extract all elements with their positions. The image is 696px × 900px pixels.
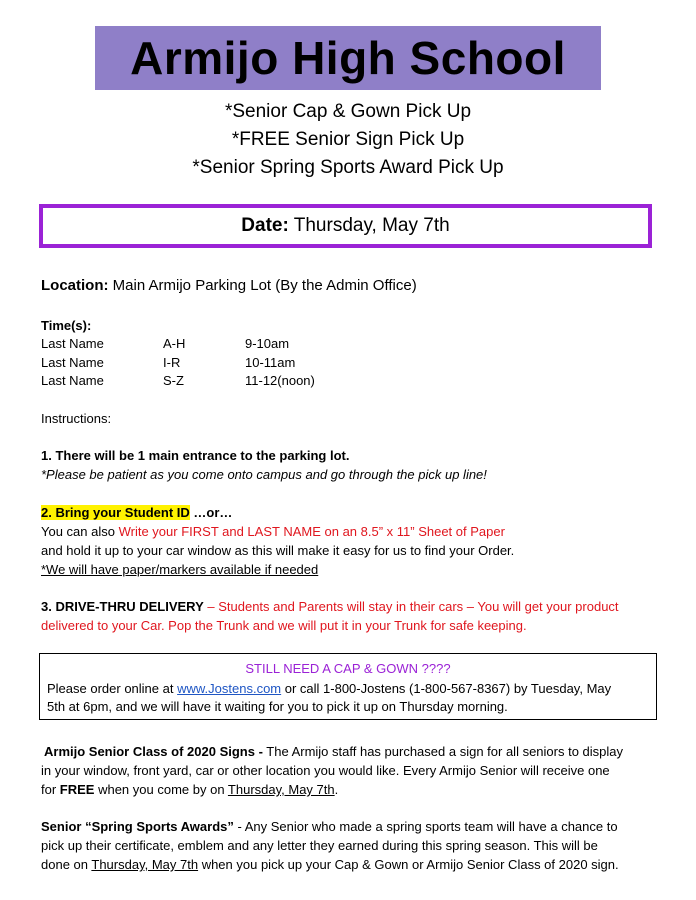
time-row-time: 11-12(noon) <box>245 373 315 388</box>
order-box-heading: STILL NEED A CAP & GOWN ???? <box>245 661 451 676</box>
order-box-line1-b: or call 1-800-Jostens (1-800-567-8367) by Tuesday, May <box>281 681 612 696</box>
instruction-3-line1-text: – Students and Parents will stay in their cars – You will get your product <box>203 599 619 614</box>
times-heading: Time(s): <box>41 318 92 333</box>
subtitle-sports-award: *Senior Spring Sports Award Pick Up <box>192 157 504 178</box>
instructions-heading: Instructions: <box>41 411 112 426</box>
signs-line3-b: when you come by on <box>94 782 228 797</box>
date-value: Thursday, May 7th <box>293 215 450 236</box>
location-label: Location: <box>41 277 109 294</box>
awards-title: Senior “Spring Sports Awards” <box>41 819 234 834</box>
date-label: Date: <box>241 215 289 236</box>
awards-line1 <box>41 818 618 835</box>
signs-line3 <box>41 781 338 798</box>
signs-free: FREE <box>59 782 95 797</box>
instruction-3-line2: delivered to your Car. Pop the Trunk and we will put it in your Trunk for safe keeping. <box>41 618 527 633</box>
instruction-2-line1-a: You can also <box>41 524 119 539</box>
order-box-line2: 5th at 6pm, and we will have it waiting for you to pick it up on Thursday morning. <box>47 699 508 714</box>
instruction-2-line3: *We will have paper/markers available if needed <box>41 562 319 577</box>
awards-line3-b: when you pick up your Cap & Gown or Armijo Senior Class of 2020 sign. <box>198 857 619 872</box>
signs-line2: in your window, front yard, car or other location you would like. Every Armijo Senior will receive one <box>41 763 610 778</box>
signs-line1 <box>44 743 623 760</box>
awards-line2: pick up their certificate, emblem and any letter they earned during this spring season. This will be <box>41 838 598 853</box>
jostens-link[interactable]: www.Jostens.com <box>177 681 282 696</box>
date-box <box>39 204 652 248</box>
awards-date: Thursday, May 7th <box>91 857 199 872</box>
awards-line1-text: - Any Senior who made a spring sports team will have a chance to <box>233 819 618 834</box>
instruction-2-title: 2. Bring your Student ID <box>41 505 190 520</box>
signs-line1-text: The Armijo staff has purchased a sign for all seniors to display <box>262 744 624 759</box>
signs-line3-c: . <box>334 782 339 797</box>
awards-line3-a: done on <box>41 857 92 872</box>
time-row-label: Last Name <box>41 373 104 388</box>
signs-title: Armijo Senior Class of 2020 Signs - <box>44 744 263 759</box>
awards-line3 <box>41 856 619 873</box>
time-row-label: Last Name <box>41 355 104 370</box>
signs-line3-a: for <box>41 782 60 797</box>
page-title: Armijo High School <box>130 32 566 84</box>
instruction-2-line2: and hold it up to your car window as this will make it easy for us to find your Order. <box>41 543 515 558</box>
instruction-3-title: 3. DRIVE-THRU DELIVERY <box>41 599 204 614</box>
time-row-range: S-Z <box>163 373 184 388</box>
subtitle-cap-gown: *Senior Cap & Gown Pick Up <box>224 101 472 122</box>
time-row-range: A-H <box>163 336 186 351</box>
instruction-2-line1-b: Write your FIRST and LAST NAME on an 8.5” x 11” Sheet of Paper <box>118 524 505 539</box>
instruction-1-title: 1. There will be 1 main entrance to the parking lot. <box>41 448 350 463</box>
instruction-2-line1 <box>41 523 505 540</box>
signs-date: Thursday, May 7th <box>227 782 335 797</box>
time-row-time: 9-10am <box>245 336 290 351</box>
order-box-line1-a: Please order online at <box>47 681 178 696</box>
instruction-2-or: …or… <box>189 505 233 520</box>
order-box-line1 <box>47 680 611 697</box>
time-row-range: I-R <box>163 355 181 370</box>
time-row-time: 10-11am <box>245 355 296 370</box>
instruction-3-line1 <box>41 598 619 615</box>
location-value: Main Armijo Parking Lot (By the Admin Office) <box>112 277 417 294</box>
subtitle-senior-sign: *FREE Senior Sign Pick Up <box>231 129 465 150</box>
location-line <box>41 276 417 295</box>
time-row-label: Last Name <box>41 336 104 351</box>
instruction-1-note: *Please be patient as you come onto campus and go through the pick up line! <box>41 467 487 482</box>
instruction-2-title-line <box>41 504 232 521</box>
